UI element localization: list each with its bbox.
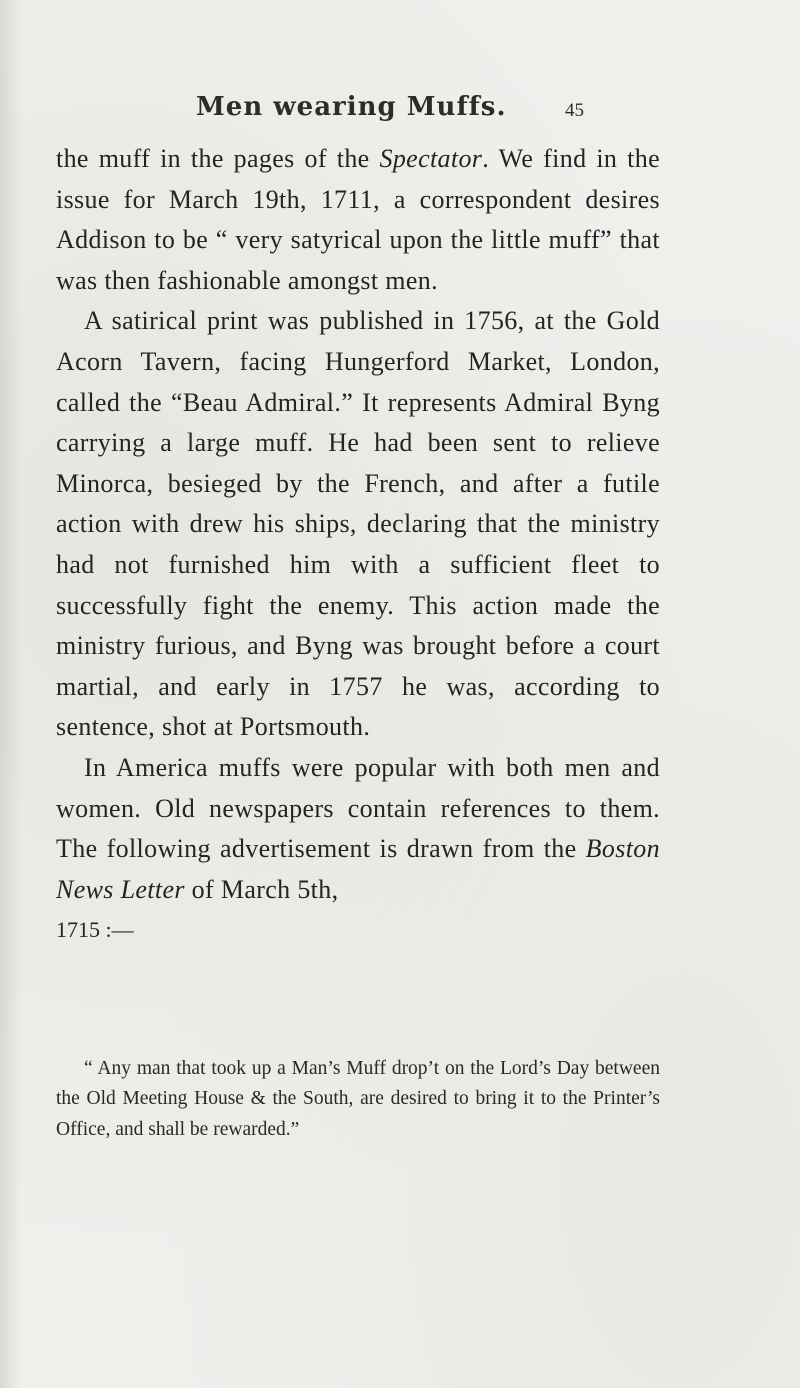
advertisement-quote: “ Any man that took up a Man’s Muff drop’t on the Lord’s Day between the Old Meeting House & the South, are desired to bring it to the Printer’s Office, and shall be rewarded.” [56, 1058, 660, 1140]
paragraph-america [56, 748, 660, 910]
page-number: 45 [565, 100, 584, 121]
paragraph-america-text-start: In America muffs were popular with both men and women. Old newspapers contain references to them. The following advertisement is drawn from the [56, 752, 660, 864]
running-title: Men wearing Muffs. [196, 92, 507, 122]
advertisement-quote-block [56, 1054, 660, 1145]
paragraph-spectator-text-end: . We find in the issue for March 19th, 1711, a correspondent desires Addison to be “ very satyrical upon the little muff” that was then fashionable amongst men. [56, 144, 661, 295]
dateline-1715: 1715 :— [56, 917, 134, 943]
paragraph-beau-admiral: A satirical print was published in 1756, at the Gold Acorn Tavern, facing Hungerford Market, London, called the “Beau Admiral.” It represents Admiral Byng carrying a large muff. He had been sent to relieve Minorca, besieged by the French, and after a futile action with drew his ships, declaring that the ministry had not furnished him with a sufficient fleet to successfully fight the enemy. This action made the ministry furious, and Byng was brought before a court martial, and early in 1757 he was, according to sentence, shot at Portsmouth. [56, 306, 660, 742]
paragraph-spectator [56, 139, 660, 301]
running-header [0, 92, 800, 132]
paragraph-america-text-end: of March 5th, [184, 874, 339, 904]
spectator-title: Spectator [379, 144, 483, 173]
boston-news-letter-title: Boston News Letter [56, 834, 660, 904]
paragraph-spectator-text-start: the muff in the pages of the [56, 144, 380, 173]
main-text [56, 139, 660, 951]
